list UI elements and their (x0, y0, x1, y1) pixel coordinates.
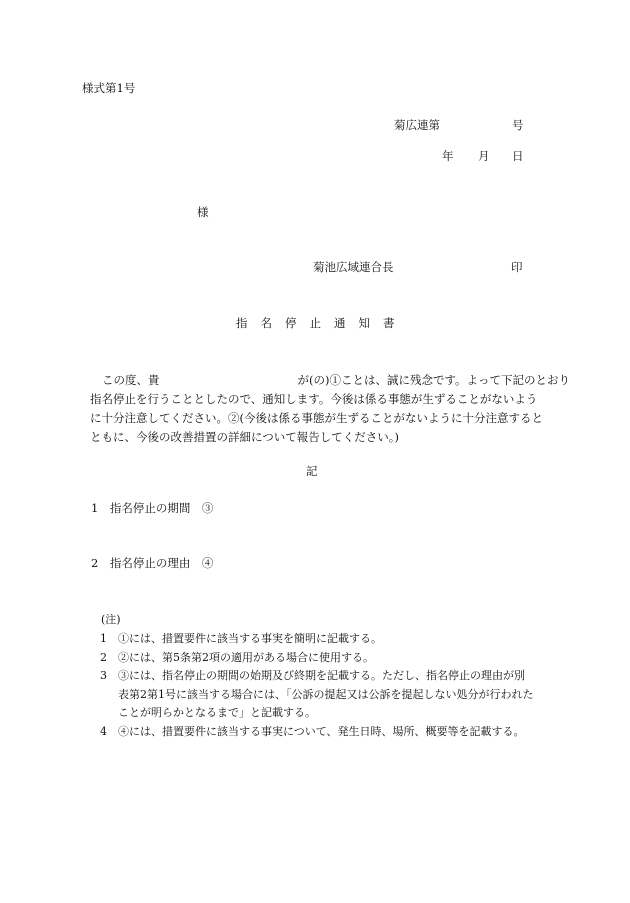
body-line: ともに、今後の改善措置の詳細について報告してください。) (90, 430, 400, 444)
date-year: 年 (442, 149, 454, 163)
item-reason: 2 指名停止の理由 ④ (91, 556, 214, 570)
document-reference-suffix: 号 (512, 118, 524, 132)
note-line: 4 ④には、措置要件に該当する事実について、発生日時、場所、概要等を記載する。 (100, 724, 525, 738)
notes-list (100, 630, 570, 741)
notes-heading: (注) (101, 613, 121, 626)
ki-heading: 記 (306, 464, 318, 478)
note-line: 1 ①には、措置要件に該当する事実を簡明に記載する。 (100, 632, 382, 645)
addressee-suffix: 様 (197, 205, 209, 219)
seal-mark: 印 (511, 260, 523, 274)
note-line: 2 ②には、第5条第2項の適用がある場合に使用する。 (100, 650, 374, 664)
date-day: 日 (512, 149, 524, 163)
note-line: ことが明らかとなるまで」と記載する。 (118, 706, 316, 719)
date-month: 月 (478, 149, 490, 163)
document-title: 指名停止通知書 (236, 316, 408, 330)
body-line: に十分注意してください。②(今後は係る事態が生ずることがないように十分注意すると (90, 411, 543, 425)
body-line: この度、貴 が(の)①ことは、誠に残念です。よって下記のとおり (102, 373, 571, 387)
note-line: 3 ③には、指名停止の期間の始期及び終期を記載する。ただし、指名停止の理由が別 (100, 669, 525, 682)
item-period: 1 指名停止の期間 ③ (91, 501, 214, 515)
document-reference-prefix: 菊広連第 (394, 118, 440, 132)
note-line: 表第2第1号に該当する場合には、「公訴の提起又は公訴を提起しない処分が行われた (118, 687, 534, 701)
form-number: 様式第1号 (82, 81, 136, 95)
body-paragraph (90, 371, 571, 447)
sender-title: 菊池広域連合長 (313, 260, 394, 274)
body-line: 指名停止を行うこととしたので、通知します。今後は係る事態が生ずることがないよう (90, 392, 538, 406)
